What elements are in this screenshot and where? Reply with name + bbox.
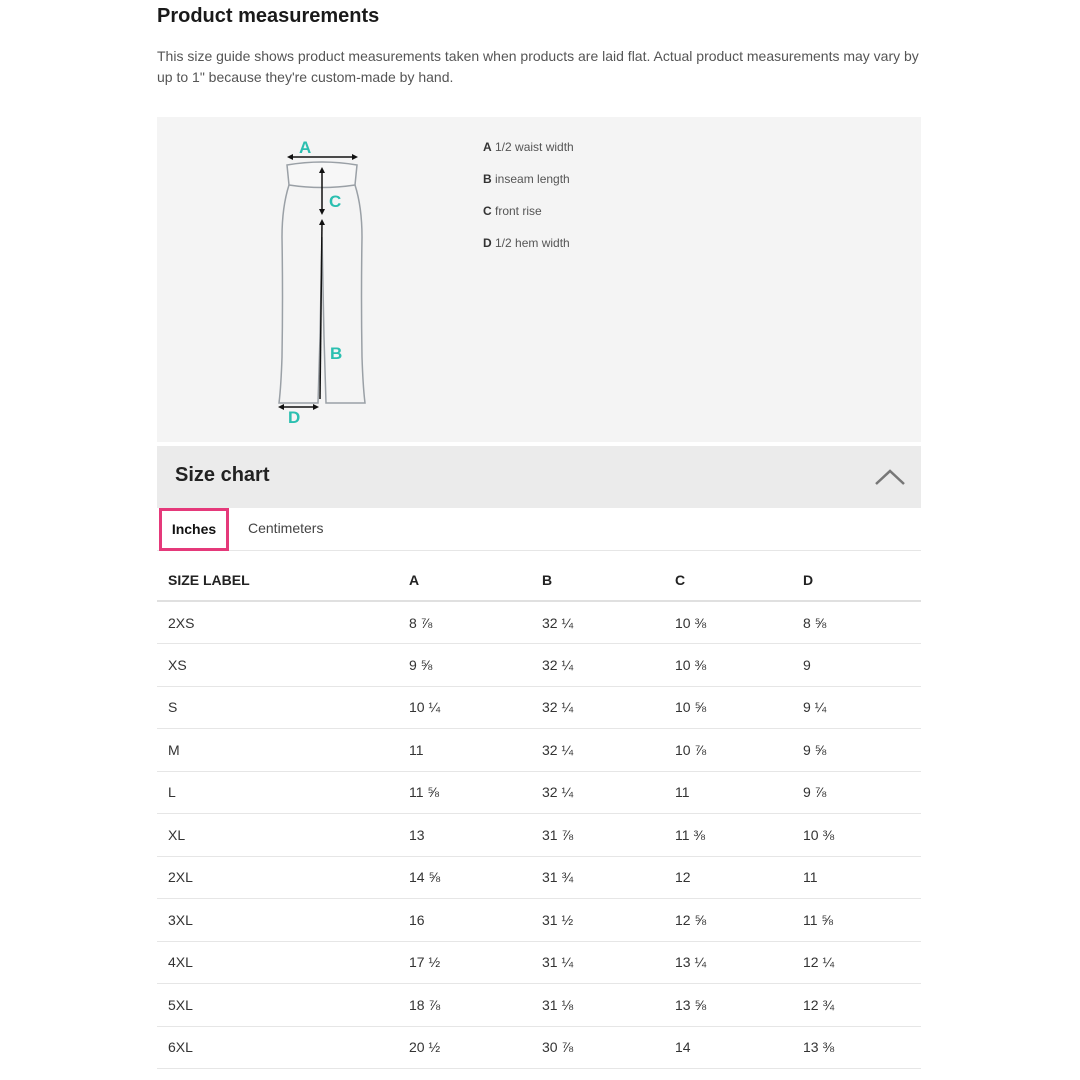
- measurement-cell: 13 ⅜: [792, 1026, 921, 1069]
- table-header-row: [157, 559, 921, 601]
- legend-item: D 1/2 hem width: [483, 236, 570, 250]
- size-label-cell: 4XL: [157, 941, 398, 984]
- chevron-up-icon[interactable]: [874, 467, 906, 487]
- measurement-cell: 12 ¾: [792, 984, 921, 1027]
- measurement-cell: 13 ⅝: [664, 984, 792, 1027]
- measurement-cell: 11 ⅜: [664, 814, 792, 857]
- measurement-cell: 31 ⅞: [531, 814, 664, 857]
- measurement-cell: 31 ⅛: [531, 984, 664, 1027]
- column-header: A: [398, 559, 531, 601]
- measurement-cell: 14: [664, 1026, 792, 1069]
- measurement-cell: 10 ⅞: [664, 729, 792, 772]
- measurement-cell: 9 ⅞: [792, 771, 921, 814]
- column-header: SIZE LABEL: [157, 559, 398, 601]
- measurement-cell: 9 ⅝: [398, 644, 531, 687]
- table-row: [157, 601, 921, 644]
- table-row: [157, 899, 921, 942]
- measurement-cell: 11 ⅝: [792, 899, 921, 942]
- measurement-cell: 31 ¾: [531, 856, 664, 899]
- page-title: Product measurements: [157, 5, 380, 27]
- measurement-cell: 32 ¼: [531, 601, 664, 644]
- table-row: [157, 729, 921, 772]
- diagram-label-c: C: [329, 192, 342, 211]
- table-row: [157, 686, 921, 729]
- size-label-cell: 2XS: [157, 601, 398, 644]
- table-row: [157, 1026, 921, 1069]
- legend-item: C front rise: [483, 204, 542, 218]
- measurement-cell: 8 ⅝: [792, 601, 921, 644]
- measurement-cell: 16: [398, 899, 531, 942]
- legend-item: B inseam length: [483, 172, 570, 186]
- measurement-cell: 10 ¼: [398, 686, 531, 729]
- table-row: [157, 984, 921, 1027]
- measurement-cell: 10 ⅜: [664, 644, 792, 687]
- measurement-cell: 31 ½: [531, 899, 664, 942]
- measurement-cell: 17 ½: [398, 941, 531, 984]
- table-row: [157, 644, 921, 687]
- table-row: [157, 941, 921, 984]
- table-row: [157, 814, 921, 857]
- measurement-cell: 12: [664, 856, 792, 899]
- measurement-cell: 10 ⅜: [664, 601, 792, 644]
- measurement-cell: 9 ¼: [792, 686, 921, 729]
- size-label-cell: XS: [157, 644, 398, 687]
- measurement-cell: 32 ¼: [531, 686, 664, 729]
- measurement-cell: 10 ⅜: [792, 814, 921, 857]
- measurement-cell: 11: [398, 729, 531, 772]
- size-chart-table: [157, 559, 921, 1069]
- measurement-cell: 13 ¼: [664, 941, 792, 984]
- measurement-cell: 12 ¼: [792, 941, 921, 984]
- measurement-cell: 11: [792, 856, 921, 899]
- measurement-cell: 11 ⅝: [398, 771, 531, 814]
- diagram-label-a: A: [299, 138, 312, 157]
- measurement-cell: 32 ¼: [531, 771, 664, 814]
- size-label-cell: S: [157, 686, 398, 729]
- size-label-cell: 3XL: [157, 899, 398, 942]
- size-label-cell: 2XL: [157, 856, 398, 899]
- measurement-cell: 13: [398, 814, 531, 857]
- measurement-cell: 14 ⅝: [398, 856, 531, 899]
- measurement-cell: 11: [664, 771, 792, 814]
- size-chart-title: Size chart: [175, 464, 270, 486]
- tab-centimeters[interactable]: Centimeters: [248, 520, 324, 536]
- measurement-cell: 32 ¼: [531, 729, 664, 772]
- column-header: D: [792, 559, 921, 601]
- table-row: [157, 856, 921, 899]
- diagram-label-b: B: [330, 344, 343, 363]
- measurement-legend: [483, 140, 574, 268]
- pants-diagram-icon: [272, 137, 382, 427]
- measurement-cell: 31 ¼: [531, 941, 664, 984]
- size-label-cell: XL: [157, 814, 398, 857]
- diagram-label-d: D: [288, 408, 301, 427]
- size-label-cell: L: [157, 771, 398, 814]
- tab-inches[interactable]: Inches: [159, 508, 229, 551]
- size-chart-header[interactable]: [157, 446, 921, 508]
- legend-item: A 1/2 waist width: [483, 140, 574, 154]
- measurement-cell: 20 ½: [398, 1026, 531, 1069]
- unit-tabs: [157, 508, 921, 551]
- size-label-cell: M: [157, 729, 398, 772]
- measurement-cell: 32 ¼: [531, 644, 664, 687]
- measurement-cell: 18 ⅞: [398, 984, 531, 1027]
- measurement-cell: 10 ⅝: [664, 686, 792, 729]
- column-header: B: [531, 559, 664, 601]
- column-header: C: [664, 559, 792, 601]
- measurement-cell: 8 ⅞: [398, 601, 531, 644]
- measurement-cell: 30 ⅞: [531, 1026, 664, 1069]
- measurement-cell: 9 ⅝: [792, 729, 921, 772]
- intro-text: This size guide shows product measurements taken when products are laid flat. Actual product measurements may vary by up to 1" because they're custom-made by hand.: [157, 48, 919, 85]
- table-row: [157, 771, 921, 814]
- measurement-diagram-panel: [157, 117, 921, 442]
- measurement-cell: 12 ⅝: [664, 899, 792, 942]
- size-label-cell: 5XL: [157, 984, 398, 1027]
- measurement-cell: 9: [792, 644, 921, 687]
- size-label-cell: 6XL: [157, 1026, 398, 1069]
